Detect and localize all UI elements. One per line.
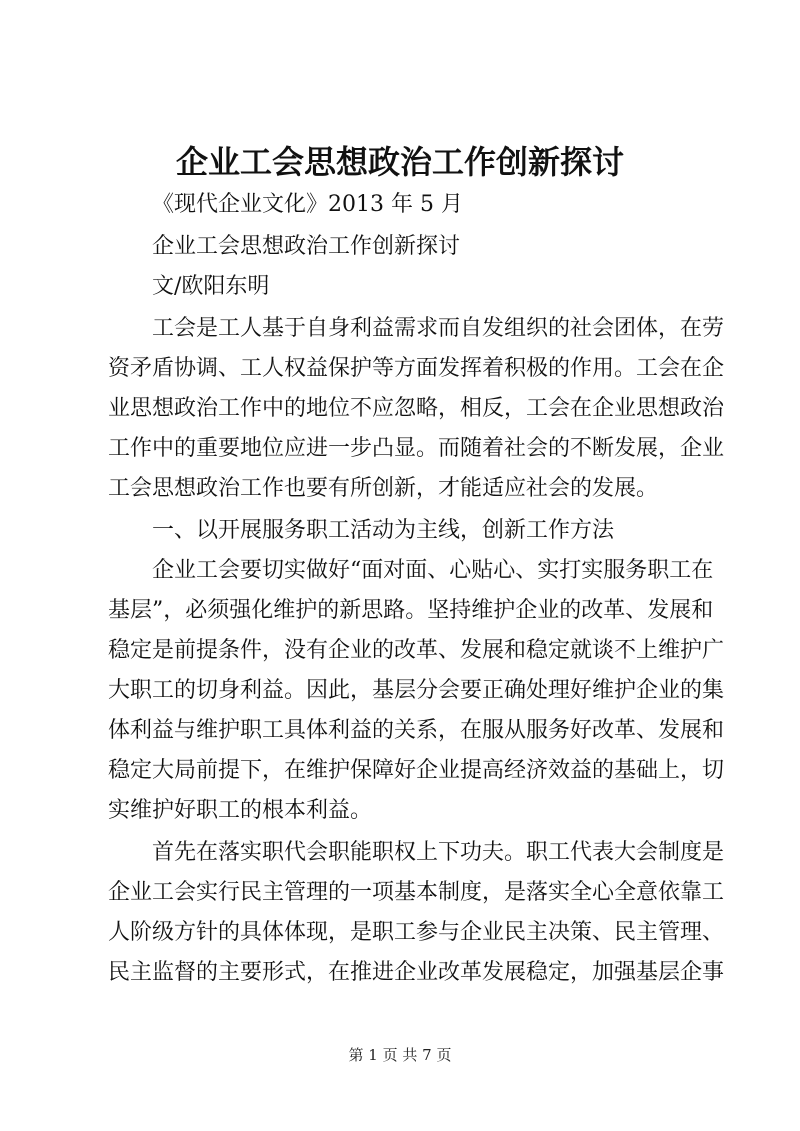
paragraph-line: 体利益与维护职工具体利益的关系，在服从服务好改革、发展和 [108,718,725,743]
paragraph-line: 企业工会要切实做好“面对面、心贴心、实打实服务职工在 [152,558,714,583]
paragraph-line: 资矛盾协调、工人权益保护等方面发挥着积极的作用。工会在企 [108,356,725,381]
source-line: 《现代企业文化》2013 年 5 月 [152,192,463,217]
paragraph-line: 业思想政治工作中的地位不应忽略，相反，工会在企业思想政治 [108,396,725,421]
document-title: 企业工会思想政治工作创新探讨 [175,143,624,181]
paragraph-line: 民主监督的主要形式，在推进企业改革发展稳定，加强基层企事 [108,960,725,985]
paragraph-line: 工作中的重要地位应进一步凸显。而随着社会的不断发展，企业 [108,436,725,461]
paragraph-line: 首先在落实职代会职能职权上下功夫。职工代表大会制度是 [152,840,725,865]
section-heading: 一、以开展服务职工活动为主线，创新工作方法 [152,518,615,543]
paragraph-line: 稳定大局前提下，在维护保障好企业提高经济效益的基础上，切 [108,758,725,783]
author-line: 文/欧阳东明 [152,274,270,299]
paragraph-line: 基层”，必须强化维护的新思路。坚持维护企业的改革、发展和 [108,598,714,623]
paragraph-line: 企业工会实行民主管理的一项基本制度，是落实全心全意依靠工 [108,880,725,905]
paragraph-line: 工会是工人基于自身利益需求而自发组织的社会团体，在劳 [152,316,725,341]
paragraph-line: 人阶级方针的具体体现，是职工参与企业民主决策、民主管理、 [108,920,725,945]
page-number: 第 1 页 共 7 页 [348,1046,452,1064]
paragraph-line: 工会思想政治工作也要有所创新，才能适应社会的发展。 [108,476,659,501]
subtitle-line: 企业工会思想政治工作创新探讨 [152,234,461,259]
paragraph-line: 稳定是前提条件，没有企业的改革、发展和稳定就谈不上维护广 [108,638,725,663]
paragraph-line: 实维护好职工的根本利益。 [108,798,373,823]
paragraph-line: 大职工的切身利益。因此，基层分会要正确处理好维护企业的集 [108,678,725,703]
